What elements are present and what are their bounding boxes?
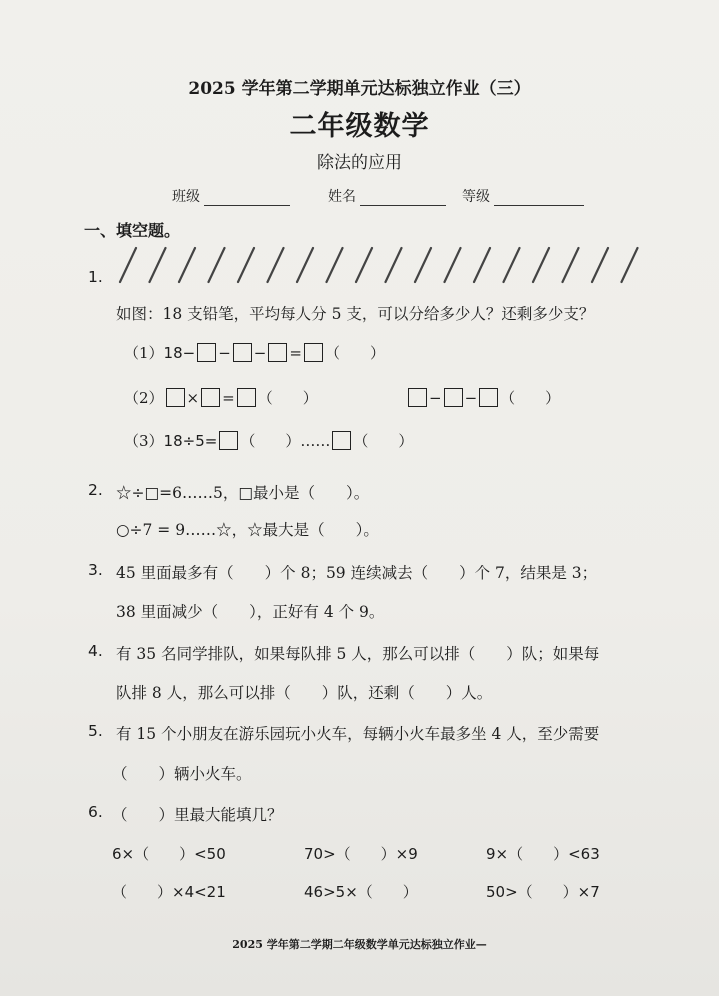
pencil-mark — [386, 248, 402, 282]
pencil-mark — [209, 248, 225, 282]
q6-item: 50>（ ）×7 — [486, 883, 600, 901]
section-title-fill-blanks: 一、填空题。 — [84, 221, 181, 240]
answer-box[interactable] — [166, 388, 185, 407]
q6-title: （ ）里最大能填几？ — [112, 806, 283, 824]
pencil-mark — [120, 248, 136, 282]
q4-line2: 队排 8 人，那么可以排（ ）队，还剩（ ）人。 — [116, 684, 493, 702]
worksheet-title: 二年级数学 — [289, 111, 430, 142]
answer-box[interactable] — [201, 388, 220, 407]
worksheet-title-line1: 2025 学年第二学期单元达标独立作业（三） — [188, 79, 531, 99]
q6-number: 6. — [88, 803, 103, 821]
answer-box[interactable] — [219, 431, 238, 450]
answer-box[interactable] — [479, 388, 498, 407]
q1-sub1: （1）18− − − = （ ） — [124, 344, 385, 362]
q1-sub2-right: − − （ ） — [406, 387, 560, 408]
name-label: 姓名 — [328, 189, 356, 205]
q6-item: 46>5×（ ） — [304, 883, 418, 901]
grade-label: 等级 — [462, 189, 490, 205]
pencil-mark — [445, 248, 461, 282]
answer-box[interactable] — [408, 388, 427, 407]
pencil-mark — [297, 248, 313, 282]
grade-field — [462, 186, 584, 206]
q3-line1: 45 里面最多有（ ）个 8；59 连续减去（ ）个 7，结果是 3； — [116, 564, 598, 582]
grade-blank[interactable] — [494, 191, 584, 206]
pencils-illustration — [116, 244, 661, 286]
q2-line1: ☆÷□=6……5，□最小是（ ）。 — [116, 484, 370, 502]
class-field — [172, 186, 290, 206]
answer-box[interactable] — [233, 343, 252, 362]
pencil-mark — [474, 248, 490, 282]
pencil-mark — [533, 248, 549, 282]
answer-paren[interactable]: （ ） — [500, 389, 561, 407]
q5-line1: 有 15 个小朋友在游乐园玩小火车，每辆小火车最多坐 4 人，至少需要 — [116, 725, 600, 743]
pencil-mark — [356, 248, 372, 282]
pencil-mark — [563, 248, 579, 282]
q2-line2: ○÷7 = 9……☆，☆最大是（ ）。 — [116, 521, 379, 539]
q5-number: 5. — [88, 722, 103, 740]
answer-paren[interactable]: （ ） — [257, 389, 318, 407]
q1-sub3: （3）18÷5= （ ）…… （ ） — [124, 432, 414, 450]
pencil-mark — [179, 248, 195, 282]
answer-paren[interactable]: （ ） — [353, 432, 414, 450]
pencil-mark — [592, 248, 608, 282]
class-label: 班级 — [172, 189, 200, 205]
pencil-mark — [150, 248, 166, 282]
page-footer: 2025 学年第二学期二年级数学单元达标独立作业— — [232, 938, 487, 951]
answer-box[interactable] — [304, 343, 323, 362]
pencil-mark — [415, 248, 431, 282]
answer-box[interactable] — [268, 343, 287, 362]
name-blank[interactable] — [360, 191, 446, 206]
q6-item: 9×（ ）<63 — [486, 845, 600, 863]
worksheet-subtitle: 除法的应用 — [317, 153, 402, 173]
pencil-mark — [622, 248, 638, 282]
class-blank[interactable] — [204, 191, 290, 206]
q4-number: 4. — [88, 642, 103, 660]
answer-box[interactable] — [237, 388, 256, 407]
pencil-mark — [504, 248, 520, 282]
name-field — [328, 186, 446, 206]
answer-box[interactable] — [444, 388, 463, 407]
q1-number: 1. — [88, 268, 103, 286]
answer-box[interactable] — [197, 343, 216, 362]
pencil-mark — [268, 248, 284, 282]
q1-prompt: 如图：18 支铅笔，平均每人分 5 支，可以分给多少人？还剩多少支？ — [116, 305, 595, 323]
pencil-mark — [238, 248, 254, 282]
q1-sub2: （2） × = （ ） — [124, 389, 318, 407]
q6-item: 6×（ ）<50 — [112, 845, 226, 863]
q3-line2: 38 里面减少（ ），正好有 4 个 9。 — [116, 603, 385, 621]
q3-number: 3. — [88, 561, 103, 579]
q6-item: （ ）×4<21 — [112, 883, 226, 901]
q6-item: 70>（ ）×9 — [304, 845, 418, 863]
pencil-mark — [327, 248, 343, 282]
q4-line1: 有 35 名同学排队，如果每队排 5 人，那么可以排（ ）队；如果每 — [116, 645, 600, 663]
answer-paren[interactable]: （ ） — [240, 432, 301, 450]
q5-line2: （ ）辆小火车。 — [112, 765, 252, 783]
answer-box[interactable] — [332, 431, 351, 450]
q2-number: 2. — [88, 481, 103, 499]
answer-paren[interactable]: （ ） — [324, 344, 385, 362]
